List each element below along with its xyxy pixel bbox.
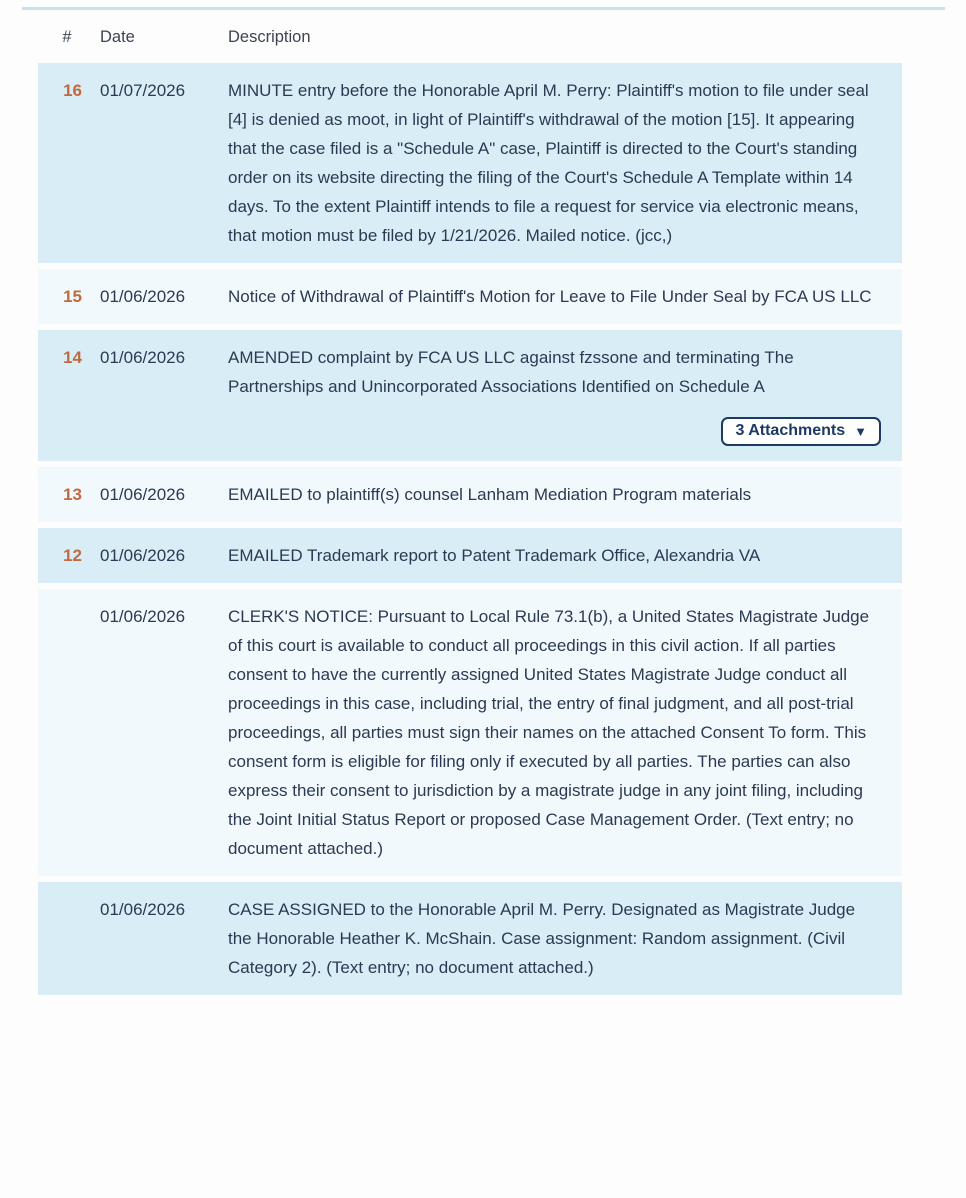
attachments-label: 3 Attachments xyxy=(735,422,846,439)
entry-description: EMAILED to plaintiff(s) counsel Lanham Mediation Program materials xyxy=(228,485,752,504)
entry-number: 14 xyxy=(63,348,82,367)
docket-entry-row-13 xyxy=(38,467,902,522)
entry-description: MINUTE entry before the Honorable April M. Perry: Plaintiff's motion to file under seal [4] is denied as moot, in light of Plaintiff's withdrawal of the motion [15]. It appearing that the case filed is a "Schedule A" case, Plaintiff is directed to the Court's standing order on its website directing the filing of the Court's Schedule A Template within 14 days. To the extent Plaintiff intends to file a request for service via electronic means, that motion must be filed by 1/21/2026. Mailed notice. (jcc,) xyxy=(228,81,869,245)
entry-date: 01/06/2026 xyxy=(100,485,186,504)
column-header-date: Date xyxy=(100,28,135,46)
entry-description: CLERK'S NOTICE: Pursuant to Local Rule 73.1(b), a United States Magistrate Judge of this court is available to conduct all proceedings in this civil action. If all parties consent to have the currently assigned United States Magistrate Judge conduct all proceedings in this case, including trial, the entry of final judgment, and all post-trial proceedings, all parties must sign their names on the attached Consent To form. This consent form is eligible for filing only if executed by all parties. The parties can also express their consent to jurisdiction by a magistrate judge in any joint filing, including the Joint Initial Status Report or proposed Case Management Order. (Text entry; no document attached.) xyxy=(228,607,870,858)
entry-number: 16 xyxy=(63,81,82,100)
entry-date: 01/06/2026 xyxy=(100,348,186,367)
attachments-button[interactable] xyxy=(721,417,881,446)
docket-table xyxy=(38,18,902,1001)
entry-number xyxy=(52,602,82,863)
entry-date: 01/06/2026 xyxy=(100,546,186,565)
entry-number xyxy=(52,895,82,982)
entry-description xyxy=(228,343,881,448)
docket-table-header xyxy=(38,18,902,63)
entry-number: 15 xyxy=(63,287,82,306)
top-divider xyxy=(22,7,945,10)
entry-date: 01/06/2026 xyxy=(100,900,186,919)
docket-entry-row-14 xyxy=(38,330,902,461)
attachments-button-container xyxy=(228,415,881,446)
entry-description: Notice of Withdrawal of Plaintiff's Motion for Leave to File Under Seal by FCA US LLC xyxy=(228,287,872,306)
entry-description: EMAILED Trademark report to Patent Trademark Office, Alexandria VA xyxy=(228,546,761,565)
column-header-number: # xyxy=(62,28,72,46)
entry-description-text: AMENDED complaint by FCA US LLC against fzssone and terminating The Partnerships and Unincorporated Associations Identified on Schedule A xyxy=(228,348,794,396)
docket-entry-row-clerks-notice xyxy=(38,589,902,876)
entry-date: 01/07/2026 xyxy=(100,81,186,100)
entry-date: 01/06/2026 xyxy=(100,287,186,306)
column-header-description: Description xyxy=(228,28,311,46)
entry-date: 01/06/2026 xyxy=(100,607,186,626)
docket-entry-row-case-assigned xyxy=(38,882,902,995)
chevron-down-icon: ▼ xyxy=(854,423,867,439)
entry-number: 13 xyxy=(63,485,82,504)
entry-description: CASE ASSIGNED to the Honorable April M. Perry. Designated as Magistrate Judge the Honorable Heather K. McShain. Case assignment: Random assignment. (Civil Category 2). (Text entry; no document attached.) xyxy=(228,900,856,977)
docket-entry-row-15 xyxy=(38,269,902,324)
docket-entry-row-16 xyxy=(38,63,902,263)
docket-entry-row-12 xyxy=(38,528,902,583)
entry-number: 12 xyxy=(63,546,82,565)
